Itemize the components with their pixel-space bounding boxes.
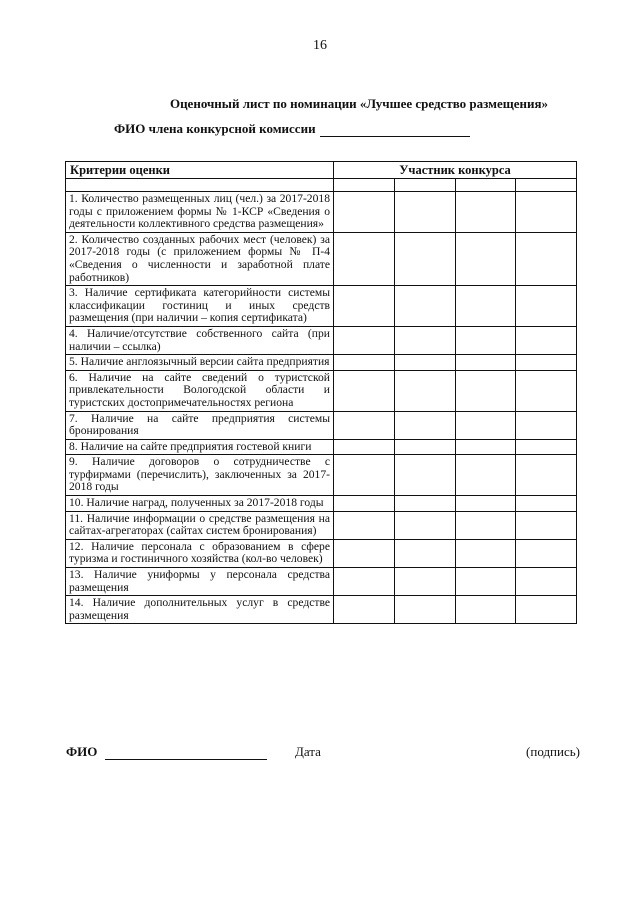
criteria-text: 4. Наличие/отсутствие собственного сайта (при наличии – ссылка)	[66, 326, 334, 354]
score-cell-participant-4[interactable]	[516, 411, 577, 439]
commission-member-label: ФИО члена конкурсной комиссии	[114, 121, 316, 136]
score-cell-participant-4[interactable]	[516, 232, 577, 285]
subheader-blank	[66, 179, 334, 192]
score-cell-participant-1[interactable]	[334, 439, 395, 455]
score-cell-participant-4[interactable]	[516, 568, 577, 596]
criteria-header: Критерии оценки	[66, 162, 334, 179]
score-cell-participant-4[interactable]	[516, 192, 577, 233]
score-cell-participant-3[interactable]	[455, 439, 516, 455]
score-cell-participant-2[interactable]	[394, 411, 455, 439]
criteria-text: 8. Наличие на сайте предприятия гостевой книги	[66, 439, 334, 455]
criteria-row	[66, 539, 577, 567]
score-cell-participant-2[interactable]	[394, 568, 455, 596]
score-cell-participant-3[interactable]	[455, 355, 516, 371]
criteria-row	[66, 192, 577, 233]
score-cell-participant-1[interactable]	[334, 286, 395, 327]
score-cell-participant-3[interactable]	[455, 286, 516, 327]
score-cell-participant-1[interactable]	[334, 355, 395, 371]
criteria-text: 9. Наличие договоров о сотрудничестве с турфирмами (перечислить), заключенных за 2017-2018 годы	[66, 455, 334, 496]
score-cell-participant-3[interactable]	[455, 326, 516, 354]
score-cell-participant-1[interactable]	[334, 455, 395, 496]
score-cell-participant-3[interactable]	[455, 192, 516, 233]
criteria-text: 5. Наличие англоязычный версии сайта предприятия	[66, 355, 334, 371]
page-number: 16	[313, 38, 327, 53]
score-cell-participant-3[interactable]	[455, 232, 516, 285]
participant-column-2	[394, 179, 455, 192]
score-cell-participant-1[interactable]	[334, 411, 395, 439]
score-cell-participant-3[interactable]	[455, 411, 516, 439]
score-cell-participant-3[interactable]	[455, 370, 516, 411]
score-cell-participant-1[interactable]	[334, 326, 395, 354]
score-cell-participant-4[interactable]	[516, 596, 577, 624]
score-cell-participant-4[interactable]	[516, 496, 577, 512]
participant-column-3	[455, 179, 516, 192]
score-cell-participant-3[interactable]	[455, 596, 516, 624]
score-cell-participant-1[interactable]	[334, 192, 395, 233]
criteria-text: 7. Наличие на сайте предприятия системы бронирования	[66, 411, 334, 439]
score-cell-participant-2[interactable]	[394, 511, 455, 539]
criteria-row	[66, 232, 577, 285]
participant-column-4	[516, 179, 577, 192]
criteria-row	[66, 496, 577, 512]
footer-fio-blank[interactable]	[105, 747, 267, 760]
score-cell-participant-1[interactable]	[334, 568, 395, 596]
criteria-row	[66, 511, 577, 539]
score-cell-participant-4[interactable]	[516, 370, 577, 411]
criteria-text: 10. Наличие наград, полученных за 2017-2018 годы	[66, 496, 334, 512]
score-cell-participant-4[interactable]	[516, 355, 577, 371]
score-cell-participant-1[interactable]	[334, 232, 395, 285]
score-cell-participant-2[interactable]	[394, 596, 455, 624]
score-cell-participant-1[interactable]	[334, 511, 395, 539]
score-cell-participant-3[interactable]	[455, 496, 516, 512]
criteria-row	[66, 286, 577, 327]
score-cell-participant-4[interactable]	[516, 455, 577, 496]
criteria-text: 13. Наличие униформы у персонала средства размещения	[66, 568, 334, 596]
score-cell-participant-2[interactable]	[394, 539, 455, 567]
score-cell-participant-1[interactable]	[334, 596, 395, 624]
score-cell-participant-2[interactable]	[394, 192, 455, 233]
score-cell-participant-2[interactable]	[394, 326, 455, 354]
score-cell-participant-1[interactable]	[334, 539, 395, 567]
footer-fio	[66, 744, 267, 760]
criteria-text: 1. Количество размещенных лиц (чел.) за 2017-2018 годы с приложением формы № 1-КСР «Сведения о деятельности коллективного средства размещения»	[66, 192, 334, 233]
score-cell-participant-2[interactable]	[394, 496, 455, 512]
score-cell-participant-2[interactable]	[394, 232, 455, 285]
score-cell-participant-3[interactable]	[455, 455, 516, 496]
score-cell-participant-1[interactable]	[334, 370, 395, 411]
criteria-text: 12. Наличие персонала с образованием в сфере туризма и гостиничного хозяйства (кол-во человек)	[66, 539, 334, 567]
participant-header: Участник конкурса	[334, 162, 577, 179]
score-cell-participant-4[interactable]	[516, 326, 577, 354]
score-cell-participant-4[interactable]	[516, 511, 577, 539]
score-cell-participant-2[interactable]	[394, 455, 455, 496]
participant-subheader-row	[66, 179, 577, 192]
document-title: Оценочный лист по номинации «Лучшее средство размещения»	[169, 96, 549, 111]
criteria-row	[66, 411, 577, 439]
score-cell-participant-4[interactable]	[516, 539, 577, 567]
criteria-row	[66, 355, 577, 371]
criteria-row	[66, 596, 577, 624]
score-cell-participant-3[interactable]	[455, 568, 516, 596]
criteria-row	[66, 326, 577, 354]
score-cell-participant-2[interactable]	[394, 355, 455, 371]
commission-member-line	[114, 121, 470, 137]
criteria-row	[66, 439, 577, 455]
criteria-text: 6. Наличие на сайте сведений о туристской привлекательности Вологодской области и туристских достопримечательностях региона	[66, 370, 334, 411]
score-cell-participant-3[interactable]	[455, 511, 516, 539]
commission-member-blank[interactable]	[320, 124, 470, 137]
score-cell-participant-1[interactable]	[334, 496, 395, 512]
score-cell-participant-4[interactable]	[516, 439, 577, 455]
criteria-row	[66, 568, 577, 596]
criteria-row	[66, 370, 577, 411]
score-cell-participant-3[interactable]	[455, 539, 516, 567]
footer-fio-label: ФИО	[66, 744, 98, 759]
criteria-text: 3. Наличие сертификата категорийности системы классификации гостиниц и иных средств размещения (при наличии – копия сертификата)	[66, 286, 334, 327]
participant-column-1	[334, 179, 395, 192]
criteria-row	[66, 455, 577, 496]
criteria-text: 11. Наличие информации о средстве размещения на сайтах-агрегаторах (сайтах систем бронирования)	[66, 511, 334, 539]
footer-signature-label: (подпись)	[526, 744, 580, 759]
criteria-text: 14. Наличие дополнительных услуг в средстве размещения	[66, 596, 334, 624]
footer-date-label: Дата	[295, 744, 321, 759]
score-cell-participant-2[interactable]	[394, 286, 455, 327]
evaluation-table	[65, 161, 577, 624]
score-cell-participant-4[interactable]	[516, 286, 577, 327]
score-cell-participant-2[interactable]	[394, 370, 455, 411]
score-cell-participant-2[interactable]	[394, 439, 455, 455]
criteria-text: 2. Количество созданных рабочих мест (человек) за 2017-2018 годы (с приложением формы № П-4 «Сведения о численности и заработной плате работников)	[66, 232, 334, 285]
